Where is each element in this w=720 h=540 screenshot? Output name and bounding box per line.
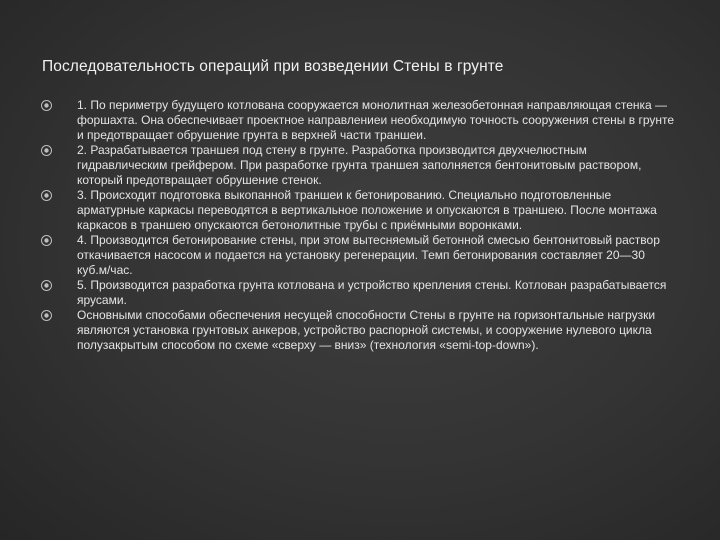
list-item-text: 3. Происходит подготовка выкопанной траншеи к бетонированию. Специально подготовленные арматурные каркасы переводятся в вертикальное положение и опускаются в траншею. После монтажа каркасов в траншею опускаются бетонолитные трубы с приёмными воронками. [77, 188, 657, 232]
slide-title: Последовательность операций при возведении Стены в грунте [42, 58, 504, 75]
list-item-text: 5. Производится разработка грунта котлована и устройство крепления стены. Котлован разрабатывается ярусами. [77, 278, 667, 307]
list-item-text: 4. Производится бетонирование стены, при этом вытесняемый бетонной смесью бентонитовый раствор откачивается насосом и подается на установку регенерации. Темп бетонирования составляет 20—30 куб.м/час. [77, 233, 660, 277]
list-item-text: 1. По периметру будущего котлована сооружается монолитная железобетонная направляющая стенка — форшахта. Она обеспечивает проектное направлениеи необходимую точность сооружения стены в грунте и предотвращает обрушение грунта в верхней части траншеи. [77, 98, 675, 142]
bullet-icon [40, 144, 53, 157]
list-item [40, 188, 680, 233]
bullet-icon [40, 189, 53, 202]
bullet-icon [40, 279, 53, 292]
bullet-icon [40, 99, 53, 112]
list-item [40, 98, 680, 143]
list-item-text: 2. Разрабатывается траншея под стену в грунте. Разработка производится двухчелюстным гидравлическим грейфером. При разработке грунта траншея заполняется бентонитовым раствором, который предотвращает обрушение стенок. [77, 143, 642, 187]
bullet-icon [40, 234, 53, 247]
list-item [40, 278, 680, 308]
list-item [40, 233, 680, 278]
bullet-list [40, 98, 680, 353]
list-item [40, 143, 680, 188]
bullet-icon [40, 309, 53, 322]
list-item [40, 308, 680, 353]
list-item-text: Основными способами обеспечения несущей способности Стены в грунте на горизонтальные нагрузки являются установка грунтовых анкеров, устройство распорной системы, и сооружение нулевого цикла полузакрытым способом по схеме «сверху — вниз» (технология «semi-top-down»). [77, 308, 656, 352]
